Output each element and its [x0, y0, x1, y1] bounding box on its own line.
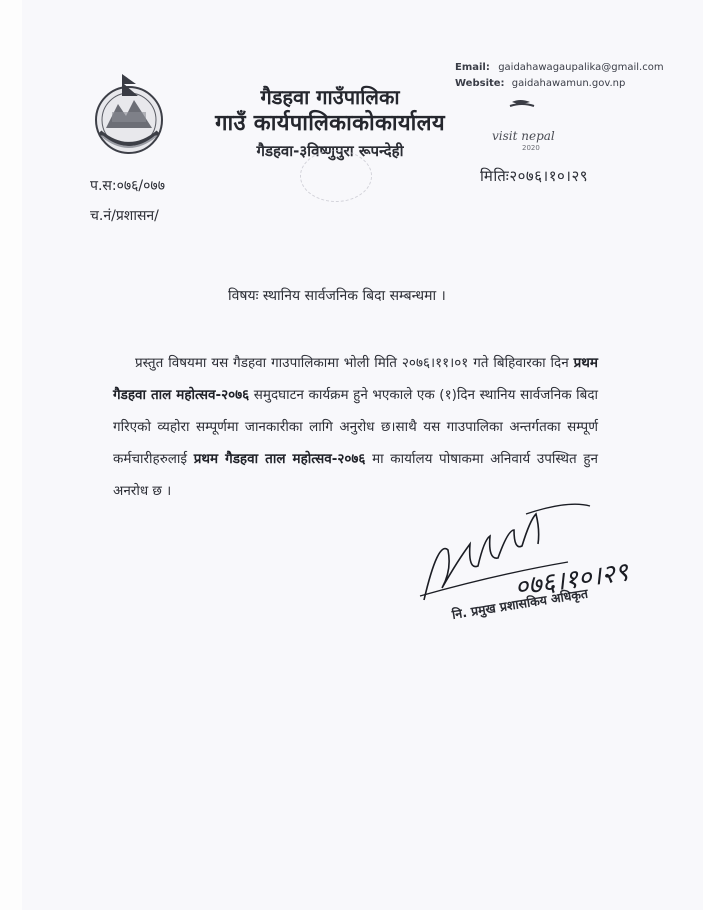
body-part-2: समुदघाटन कार्यक्रम हुने भएकाले एक (१)दिन स्थानिय सार्वजनिक बिदा गरिएको व्यहोरा सम्पूर्णमा जानकारीका लागि अनुरोध छ।साथै यस गाउपालिका अन्तर्गतका सम्पूर्ण कर्मचारीहरुलाई [113, 387, 599, 467]
office-name: गाउँ कार्यपालिकाकोकार्यालय [215, 111, 445, 136]
visit-nepal-logo-icon [490, 96, 570, 156]
municipality-name: गैडहवा गाउँपालिका [260, 85, 400, 109]
body-bold-1: प्रथम गैडहवा ताल महोत्सव-२०७६ [113, 355, 598, 403]
email-label: Email: [455, 62, 490, 73]
nepal-emblem-icon [92, 70, 166, 158]
signatory-title: नि. प्रमुख प्रशासकिय अधिकृत [450, 585, 589, 622]
letter-body [113, 347, 598, 507]
reference-number: प.स:०७६/०७७ [90, 178, 165, 194]
body-part-3: मा कार्यालय पोषाकमा अनिवार्य उपस्थित हुन अनरोध छ । [113, 451, 599, 499]
office-address: गैडहवा-३विष्णुपुरा रूपन्देही [256, 142, 404, 160]
contact-block [455, 60, 664, 92]
handwritten-number: ०७६।१०।२९ [512, 557, 631, 603]
visit-nepal-text: visit nepal [492, 129, 555, 143]
visit-nepal-year: 2020 [522, 144, 540, 152]
faint-stamp [300, 150, 372, 202]
letter-date: मितिः२०७६।१०।२९ [480, 167, 589, 185]
dispatch-number: च.नं/प्रशासन/ [90, 208, 159, 224]
body-part-1: प्रस्तुत विषयमा यस गैडहवा गाउपालिकामा भोली मिति २०७६।११।०१ गते बिहिवारका दिन [135, 355, 574, 371]
email-line [455, 60, 664, 76]
email-value: gaidahawagaupalika@gmail.com [498, 62, 664, 73]
website-value: gaidahawamun.gov.np [511, 78, 626, 89]
scan-edge [0, 0, 23, 910]
subject-line: विषयः स्थानिय सार्वजनिक बिदा सम्बन्धमा । [228, 288, 446, 304]
body-bold-2: प्रथम गैडहवा ताल महोत्सव-२०७६ [193, 451, 366, 467]
website-label: Website: [455, 78, 505, 89]
website-line [455, 76, 664, 92]
